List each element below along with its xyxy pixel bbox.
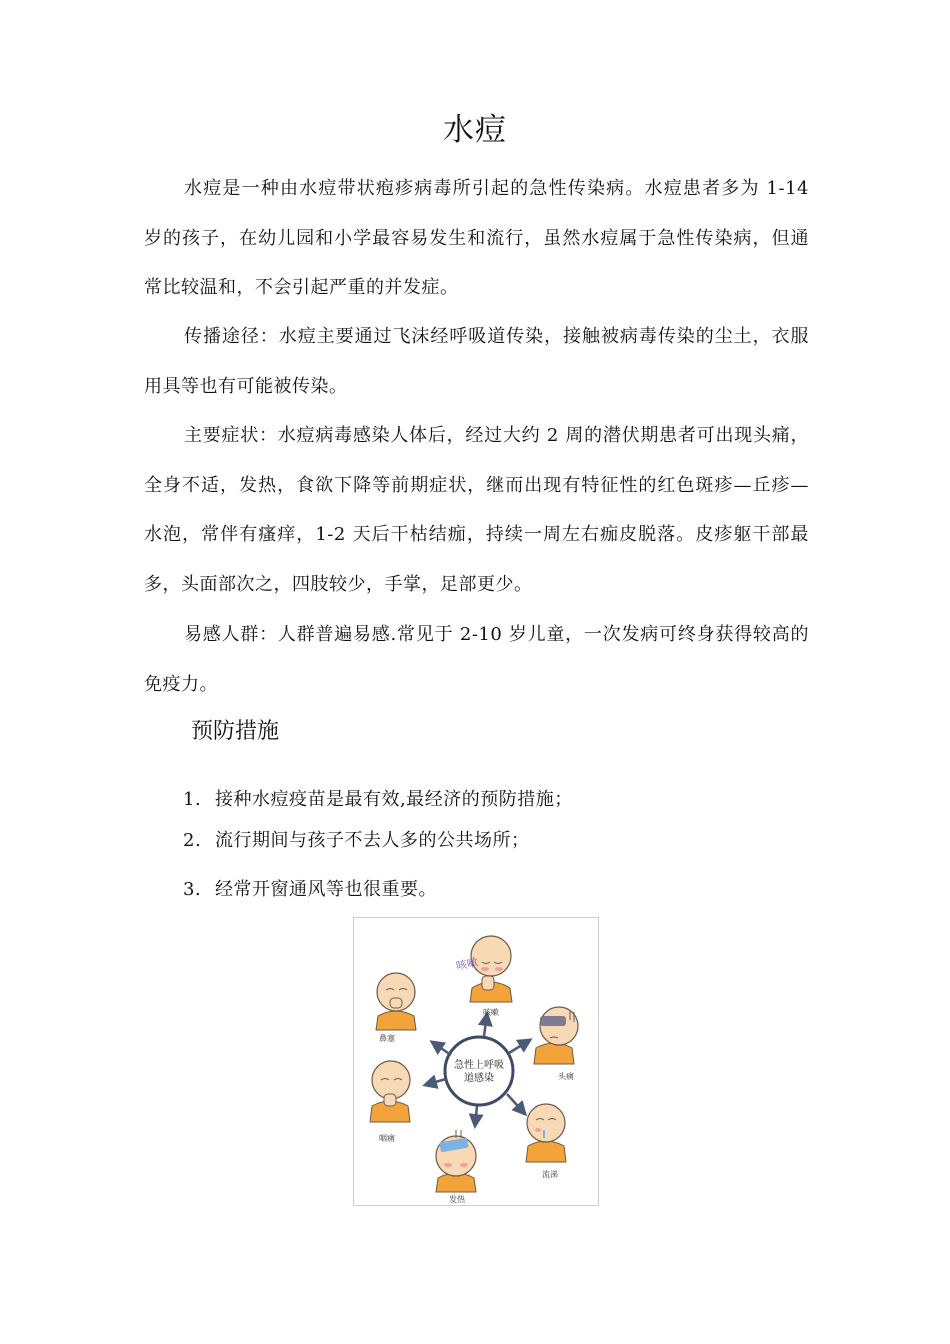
kid-fever [436, 1130, 476, 1204]
kid-nasal-congestion [376, 973, 416, 1043]
kid-sore-throat [370, 1061, 410, 1143]
symptom-illustration [353, 917, 599, 1206]
arrow-runny-nose [507, 1094, 525, 1114]
document-title: 水痘 [443, 112, 507, 148]
cough-mark: 咳嗽 [454, 955, 480, 973]
arrow-sore-throat [425, 1079, 446, 1085]
arrow-fever [475, 1106, 477, 1126]
list-text: 接种水痘疫苗是最有效,最经济的预防措施； [215, 789, 573, 810]
list-text: 流行期间与孩子不去人多的公共场所； [215, 830, 530, 851]
label-runny-nose: 流涕 [542, 1170, 558, 1179]
center-label-line1: 急性上呼吸 [454, 1060, 504, 1071]
center-label-line2: 道感染 [464, 1073, 494, 1084]
label-sore-throat: 咽痛 [379, 1134, 395, 1143]
intro-paragraph: 水痘是一种由水痘带状疱疹病毒所引起的急性传染病。水痘患者多为 1-14 岁的孩子，在幼儿园和小学最容易发生和流行，虽然水痘属于急性传染病，但通常比较温和，不会引起严重的并发症。 [144, 178, 809, 298]
list-item [183, 826, 530, 852]
kid-headache [534, 1007, 578, 1081]
label-nasal-congestion: 鼻塞 [379, 1034, 395, 1043]
arrow-cough [484, 1014, 487, 1036]
list-number: 3. [183, 879, 202, 900]
susceptible-paragraph: 易感人群：人群普遍易感.常见于 2-10 岁儿童，一次发病可终身获得较高的免疫力。 [144, 624, 809, 695]
symptom-diagram [354, 918, 598, 1205]
transmission-paragraph: 传播途径：水痘主要通过飞沫经呼吸道传染，接触被病毒传染的尘土，衣服用具等也有可能被传染。 [144, 326, 809, 397]
list-number: 2. [183, 830, 202, 851]
label-fever: 发热 [449, 1195, 465, 1204]
prevention-heading: 预防措施 [191, 719, 280, 744]
kid-runny-nose [526, 1104, 566, 1179]
center-circle [445, 1037, 513, 1105]
label-headache: 头痛 [558, 1072, 574, 1081]
arrow-headache [509, 1040, 530, 1053]
label-cough: 咳嗽 [483, 1008, 499, 1017]
list-text: 经常开窗通风等也很重要。 [215, 879, 437, 900]
kid-cough [455, 936, 512, 1017]
symptoms-paragraph: 主要症状：水痘病毒感染人体后，经过大约 2 周的潜伏期患者可出现头痛，全身不适，发热，食欲下降等前期症状，继而出现有特征性的红色斑疹—丘疹—水泡，常伴有瘙痒，1-2 天后干枯结痂，持续一周左右痂皮脱落。皮疹躯干部最多，头面部次之，四肢较少，手掌，足部更少。 [144, 425, 809, 595]
list-item [183, 875, 437, 901]
list-number: 1. [183, 789, 202, 810]
list-item [183, 785, 573, 811]
arrow-nasal-congestion [432, 1042, 451, 1055]
